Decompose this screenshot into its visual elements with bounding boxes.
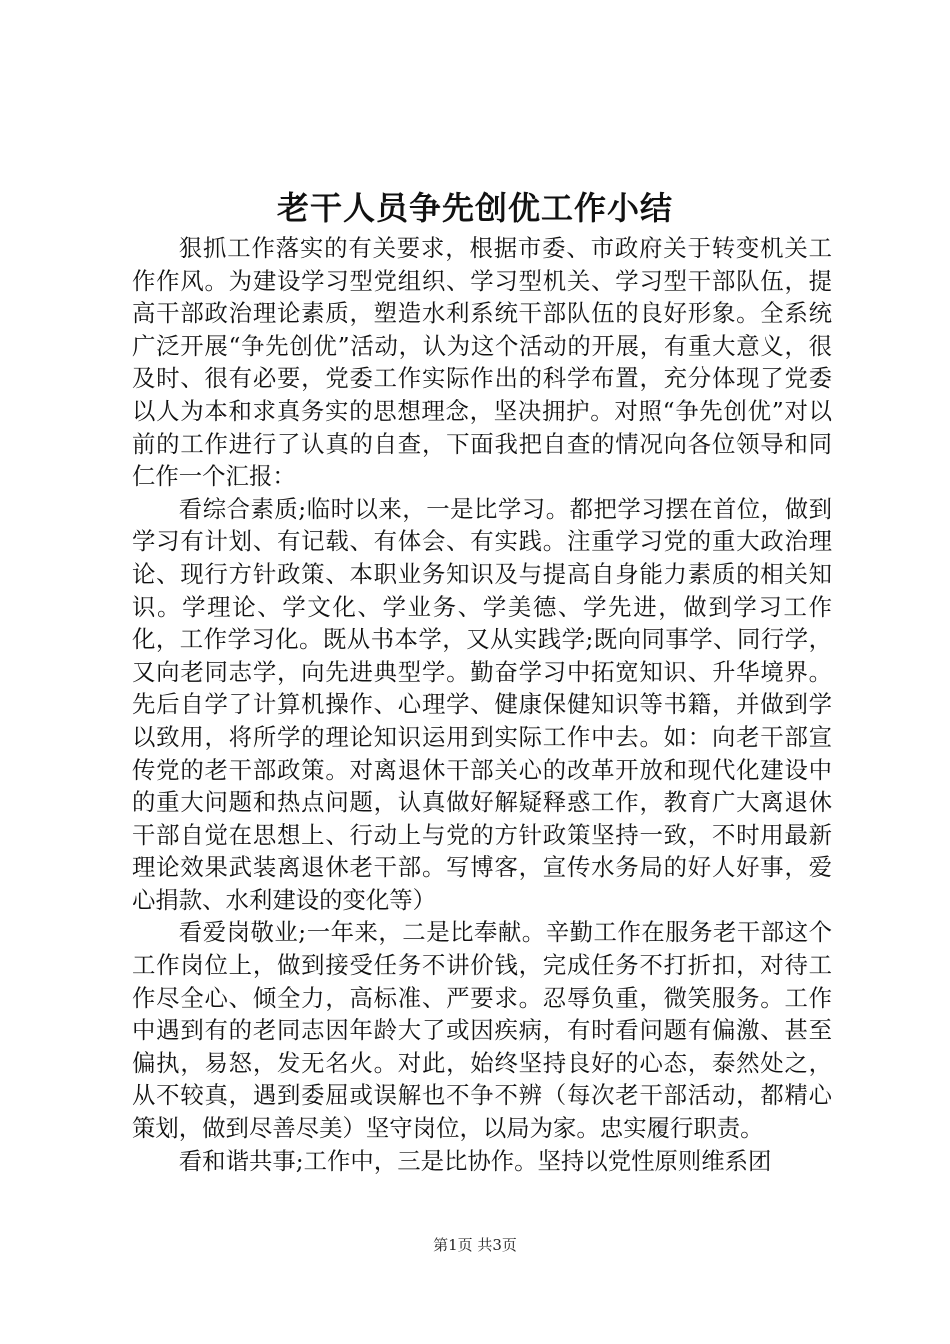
- paragraph-intro: 狠抓工作落实的有关要求，根据市委、市政府关于转变机关工作作风。为建设学习型党组织、学习型机关、学习型干部队伍，提高干部政治理论素质，塑造水利系统干部队伍的良好形象。全系统广泛开展“争先创优”活动，认为这个活动的开展，有重大意义，很及时、很有必要，党委工作实际作出的科学布置，充分体现了党委以人为本和求真务实的思想理念，坚决拥护。对照“争先创优”对以前的工作进行了认真的自查，下面我把自查的情况向各位领导和同仁作一个汇报：: [132, 234, 832, 491]
- paragraph-dedication: 看爱岗敬业;一年来，二是比奉献。辛勤工作在服务老干部这个工作岗位上，做到接受任务不讲价钱，完成任务不打折扣，对待工作尽全心、倾全力，高标准、严要求。忍辱负重，微笑服务。工作中遇到有的老同志因年龄大了或因疾病，有时看问题有偏激、甚至偏执，易怒，发无名火。对此，始终坚持良好的心态，泰然处之，从不较真，遇到委屈或误解也不争不辨（每次老干部活动，都精心策划，做到尽善尽美）坚守岗位，以局为家。忠实履行职责。: [132, 918, 832, 1143]
- paragraph-study: 看综合素质;临时以来，一是比学习。都把学习摆在首位，做到学习有计划、有记载、有体会、有实践。注重学习党的重大政治理论、现行方针政策、本职业务知识及与提高自身能力素质的相关知识。学理论、学文化、学业务、学美德、学先进，做到学习工作化，工作学习化。既从书本学，又从实践学;既向同事学、同行学，又向老同志学，向先进典型学。勤奋学习中拓宽知识、升华境界。先后自学了计算机操作、心理学、健康保健知识等书籍，并做到学以致用，将所学的理论知识运用到实际工作中去。如：向老干部宣传党的老干部政策。对离退休干部关心的改革开放和现代化建设中的重大问题和热点问题，认真做好解疑释惑工作，教育广大离退休干部自觉在思想上、行动上与党的方针政策坚持一致，不时用最新理论效果武装离退休老干部。写博客，宣传水务局的好人好事，爱心捐款、水利建设的变化等）: [132, 494, 832, 914]
- document-title: 老干人员争先创优工作小结: [276, 189, 673, 227]
- document-body: [132, 232, 832, 1177]
- paragraph-cooperation: 看和谐共事;工作中，三是比协作。坚持以党性原则维系团: [178, 1146, 772, 1175]
- page-number-footer: 第1页 共3页: [433, 1236, 517, 1254]
